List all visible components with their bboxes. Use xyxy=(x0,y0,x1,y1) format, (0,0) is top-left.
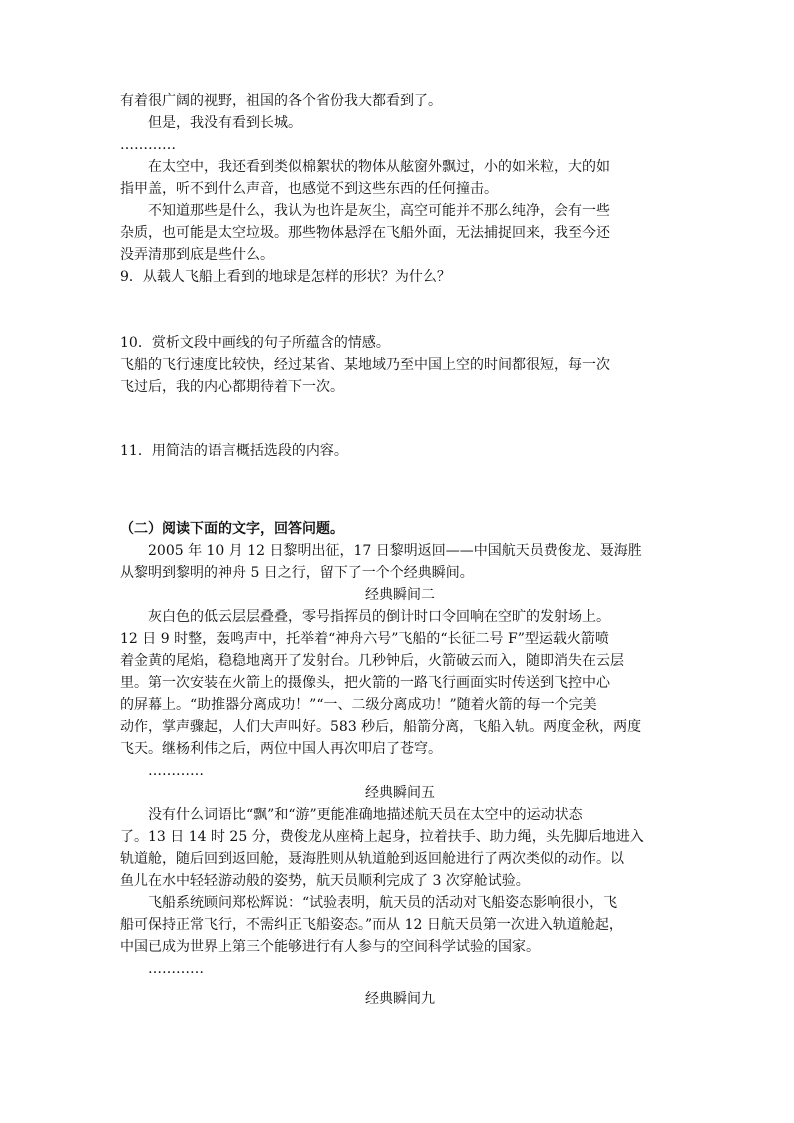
intro-line: 2005 年 10 月 12 日黎明出征，17 日黎明返回——中国航天员费俊龙、聂海胜 xyxy=(148,543,642,559)
intro-line: 从黎明到黎明的神舟 5 日之行，留下了一个个经典瞬间。 xyxy=(120,565,474,581)
moment-line: 了。13 日 14 时 25 分，费俊龙从座椅上起身，拉着扶手、助力绳，头先脚后地进入 xyxy=(120,829,644,845)
moment-line: 动作，掌声骤起，人们大声叫好。583 秒后，船箭分离，飞船入轨。两度金秋，两度 xyxy=(120,719,642,735)
passage-line: 但是，我没有看到长城。 xyxy=(148,115,302,131)
ellipsis: ………… xyxy=(120,137,176,153)
moment-line: 灰白色的低云层层叠叠，零号指挥员的倒计时口令回响在空旷的发射场上。 xyxy=(148,609,610,625)
question-10-quote: 飞船的飞行速度比较快，经过某省、某地域乃至中国上空的时间都很短，每一次 xyxy=(120,357,610,373)
moment-line: 飞船系统顾问郑松辉说：“试验表明，航天员的活动对飞船姿态影响很小，飞 xyxy=(148,895,618,911)
passage-line: 有着很广阔的视野，祖国的各个省份我大都看到了。 xyxy=(120,93,442,109)
document-page xyxy=(120,90,680,1010)
moment-title: 经典瞬间五 xyxy=(365,785,435,801)
answer-space xyxy=(120,398,680,440)
section-heading: （二）阅读下面的文字，回答问题。 xyxy=(120,521,344,537)
passage-line: 指甲盖，听不到什么声音，也感觉不到这些东西的任何撞击。 xyxy=(120,181,498,197)
moment-line: 鱼儿在水中轻轻游动般的姿势，航天员顺利完成了 3 次穿舱试验。 xyxy=(120,873,530,889)
moment-line: 轨道舱，随后回到返回舱，聂海胜则从轨道舱到返回舱进行了两次类似的动作。以 xyxy=(120,851,624,867)
moment-line: 中国已成为世界上第三个能够进行有人参与的空间科学试验的国家。 xyxy=(120,939,540,955)
moment-line: 没有什么词语比“飘”和“游”更能准确地描述航天员在太空中的运动状态 xyxy=(148,807,583,823)
answer-space xyxy=(120,462,680,518)
passage-line: 没弄清那到底是些什么。 xyxy=(120,247,274,263)
moment-line: 12 日 9 时整，轰鸣声中，托举着“神舟六号”飞船的“长征二号 F”型运载火箭喷 xyxy=(120,631,609,647)
passage-line: 在太空中，我还看到类似棉絮状的物体从舷窗外飘过，小的如米粒，大的如 xyxy=(148,159,610,175)
question-10-quote: 飞过后，我的内心都期待着下一次。 xyxy=(120,379,344,395)
moment-line: 船可保持正常飞行，不需纠正飞船姿态。”而从 12 日航天员第一次进入轨道舱起， xyxy=(120,917,623,933)
moment-line: 着金黄的尾焰，稳稳地离开了发射台。几秒钟后，火箭破云而入，随即消失在云层 xyxy=(120,653,624,669)
ellipsis: ………… xyxy=(148,763,204,779)
passage-line: 杂质，也可能是太空垃圾。那些物体悬浮在飞船外面，无法捕捉回来，我至今还 xyxy=(120,225,610,241)
question-9: 9．从载人飞船上看到的地球是怎样的形状？为什么？ xyxy=(120,269,451,285)
moment-title: 经典瞬间二 xyxy=(365,587,435,603)
moment-line: 的屏幕上。“助推器分离成功！”“一、二级分离成功！”随着火箭的每一个完美 xyxy=(120,697,597,713)
passage-line: 不知道那些是什么，我认为也许是灰尘，高空可能并不那么纯净，会有一些 xyxy=(148,203,610,219)
question-10: 10．赏析文段中画线的句子所蕴含的情感。 xyxy=(120,335,390,351)
answer-space xyxy=(120,288,680,332)
moment-line: 里。第一次安装在火箭上的摄像头，把火箭的一路飞行画面实时传送到飞控中心 xyxy=(120,675,610,691)
moment-title: 经典瞬间九 xyxy=(365,991,435,1007)
ellipsis: ………… xyxy=(148,961,204,977)
moment-line: 飞天。继杨利伟之后，两位中国人再次叩启了苍穹。 xyxy=(120,741,442,757)
question-11: 11．用简洁的语言概括选段的内容。 xyxy=(120,443,348,459)
